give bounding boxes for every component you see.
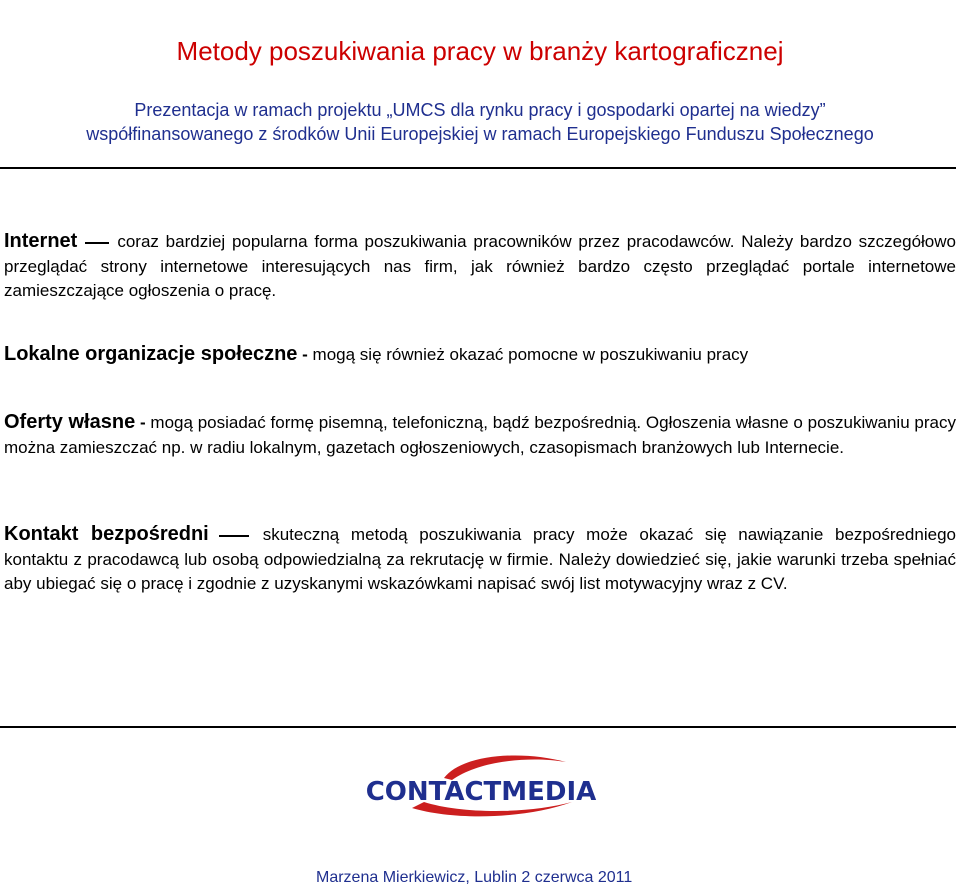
section-text: coraz bardziej popularna forma poszukiwania pracowników przez pracodawców. Należy bardzo szczegółowo przeglądać strony internetowe interesujących nas firm, jak również bardzo często przeglądać portale internetowe zamieszczające ogłoszenia o pracę. xyxy=(4,232,956,300)
section-heading: Internet xyxy=(4,230,78,252)
em-dash xyxy=(85,242,109,244)
footer-author: Marzena Mierkiewicz, Lublin 2 czerwca 2011 xyxy=(316,869,633,886)
em-dash xyxy=(219,535,249,537)
contactmedia-logo xyxy=(352,750,610,820)
project-subtitle xyxy=(0,98,960,146)
section-text: skuteczną metodą poszukiwania pracy może okazać się nawiązanie bezpośredniego kontaktu z pracodawcą lub osobą odpowiedzialną za rekrutację w firmie. Należy dowiedzieć się, jakie warunki trzeba spełniać aby ubiegać się o pracę i zgodnie z uzyskanymi wskazówkami napisać swój list motywacyjny wraz z CV. xyxy=(4,525,956,593)
section-heading: Kontakt bezpośredni xyxy=(4,523,209,545)
section-own-offers xyxy=(4,410,956,460)
subtitle-line-1: Prezentacja w ramach projektu „UMCS dla rynku pracy i gospodarki opartej na wiedzy” xyxy=(134,100,826,120)
subtitle-line-2: współfinansowanego z środków Unii Europejskiej w ramach Europejskiego Funduszu Społecznego xyxy=(86,124,874,144)
bottom-divider xyxy=(0,726,956,728)
section-internet xyxy=(4,229,956,304)
section-text: mogą się również okazać pomocne w poszukiwaniu pracy xyxy=(312,345,749,364)
section-heading: Lokalne organizacje społeczne xyxy=(4,343,298,365)
section-direct-contact xyxy=(4,522,956,597)
top-divider xyxy=(0,167,956,169)
section-text: mogą posiadać formę pisemną, telefoniczną, bądź bezpośrednią. Ogłoszenia własne o poszukiwaniu pracy można zamieszczać np. w radiu lokalnym, gazetach ogłoszeniowych, czasopismach branżowych lub Internecie. xyxy=(4,413,957,457)
section-separator: - xyxy=(297,345,313,364)
section-separator: - xyxy=(135,413,151,432)
page-title: Metody poszukiwania pracy w branży kartograficznej xyxy=(176,36,784,66)
logo-wordmark: CONTACTMEDIA xyxy=(365,777,597,807)
section-local-organizations xyxy=(4,342,956,368)
section-heading: Oferty własne xyxy=(4,411,136,433)
